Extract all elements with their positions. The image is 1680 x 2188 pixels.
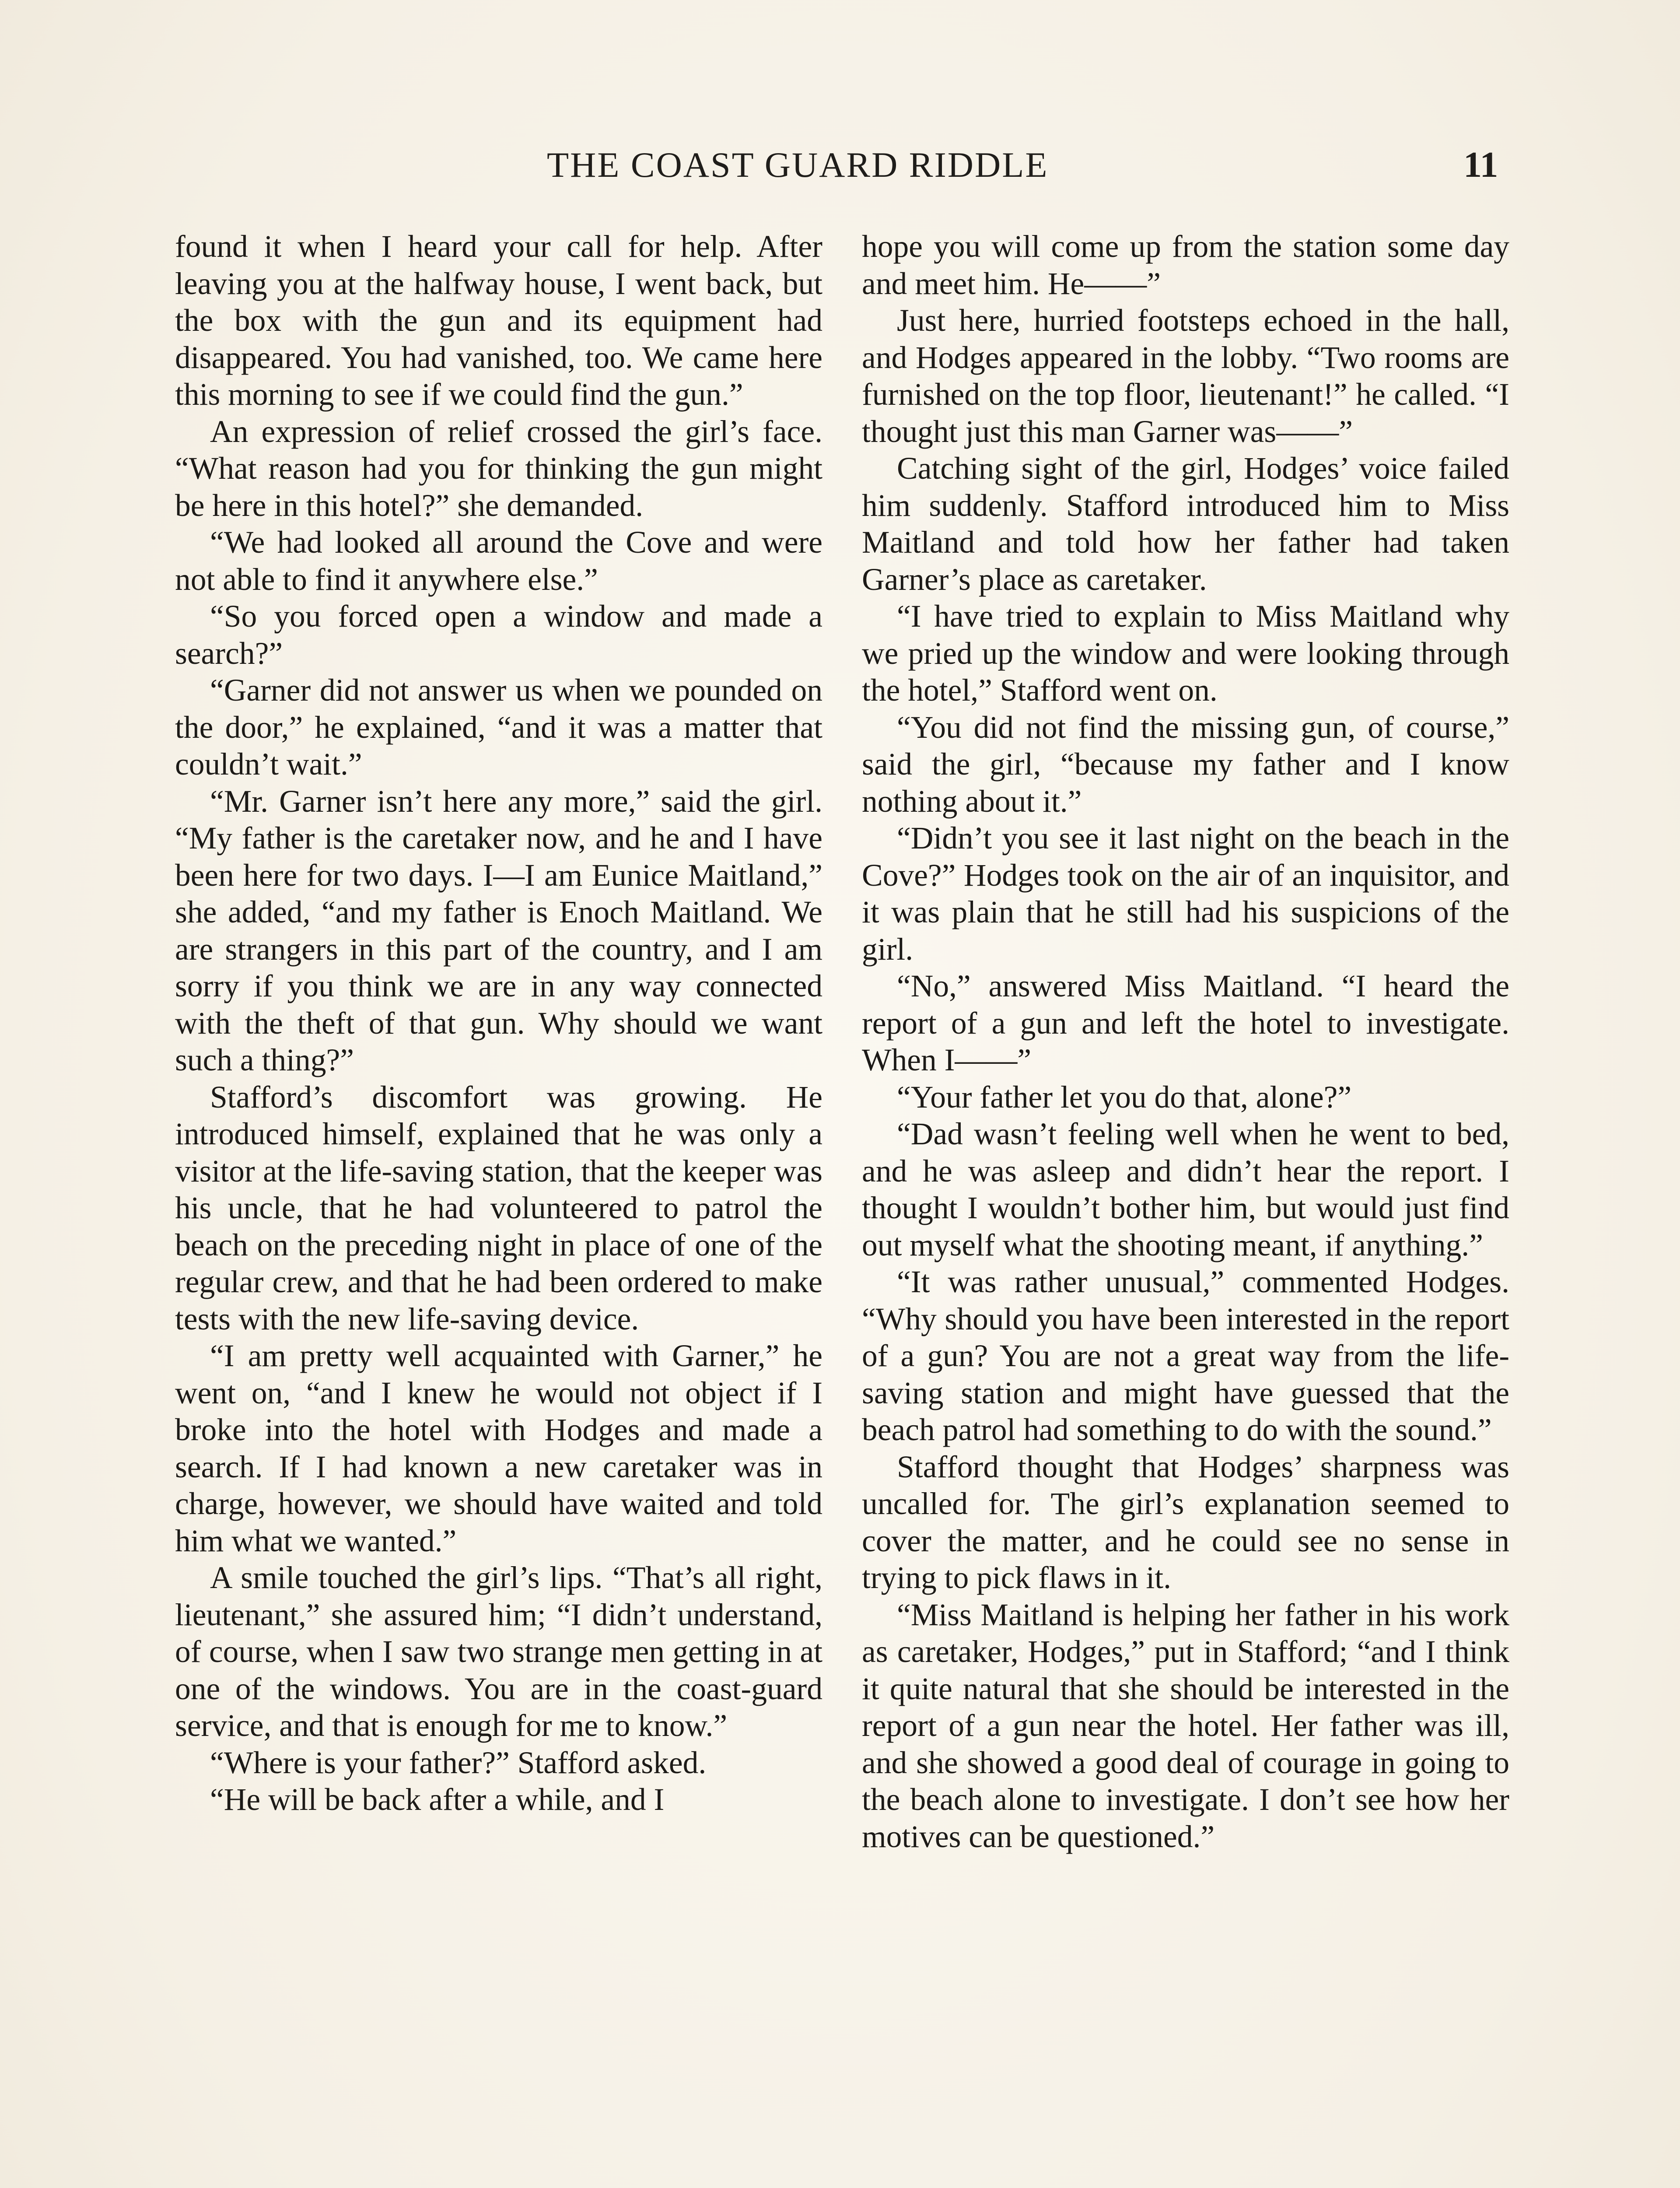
paragraph: found it when I heard your call for help. After leaving you at the halfway house, I went back, but the box with the gun and its equipment had disappeared. You had vanished, too. We came here this morning to see if we could find the gun.” — [175, 229, 822, 412]
paragraph: Catching sight of the girl, Hodges’ voice failed him suddenly. Stafford introduced him to Miss Maitland and told how her father had taken Garner’s place as caretaker. — [862, 451, 1509, 597]
paragraph: “We had looked all around the Cove and were not able to find it anywhere else.” — [175, 525, 822, 597]
paragraph: “No,” answered Miss Maitland. “I heard the report of a gun and left the hotel to investigate. When I——” — [862, 969, 1509, 1077]
paragraph: An expression of relief crossed the girl’s face. “What reason had you for thinking the gun might be here in this hotel?” she demanded. — [175, 414, 822, 523]
right-text-column — [862, 228, 1509, 1855]
paragraph: “Miss Maitland is helping her father in his work as caretaker, Hodges,” put in Stafford; “and I think it quite natural that she should be interested in the report of a gun near the hotel. Her father was ill, and she showed a good deal of courage in going to the beach alone to investigate. I don’t see how her motives can be questioned.” — [862, 1597, 1509, 1854]
paragraph: “Your father let you do that, alone?” — [897, 1080, 1352, 1115]
paragraph: “So you forced open a window and made a search?” — [175, 599, 822, 671]
paragraph: “I have tried to explain to Miss Maitland why we pried up the window and were looking through the hotel,” Stafford went on. — [862, 599, 1509, 708]
paragraph: “Didn’t you see it last night on the beach in the Cove?” Hodges took on the air of an inquisitor, and it was plain that he still had his suspicions of the girl. — [862, 821, 1509, 967]
paragraph: Stafford thought that Hodges’ sharpness was uncalled for. The girl’s explanation seemed to cover the matter, and he could see no sense in trying to pick flaws in it. — [862, 1449, 1509, 1595]
paragraph: “Where is your father?” Stafford asked. — [210, 1745, 707, 1780]
paragraph: Just here, hurried footsteps echoed in the hall, and Hodges appeared in the lobby. “Two rooms are furnished on the top floor, lieutenant!” he called. “I thought just this man Garner was——” — [862, 303, 1509, 449]
paragraph: “Garner did not answer us when we pounded on the door,” he explained, “and it was a matter that couldn’t wait.” — [175, 673, 822, 782]
paragraph: hope you will come up from the station some day and meet him. He——” — [862, 229, 1509, 301]
page-number: 11 — [1463, 144, 1498, 185]
paragraph: “It was rather unusual,” commented Hodges. “Why should you have been interested in the report of a gun? You are not a great way from the life-saving station and might have guessed that the beach patrol had something to do with the sound.” — [862, 1265, 1509, 1447]
paragraph: “You did not find the missing gun, of course,” said the girl, “because my father and I know nothing about it.” — [862, 710, 1509, 819]
paragraph: “I am pretty well acquainted with Garner,” he went on, “and I knew he would not object if I broke into the hotel with Hodges and made a search. If I had known a new caretaker was in charge, however, we should have waited and told him what we wanted.” — [175, 1339, 822, 1558]
paragraph: A smile touched the girl’s lips. “That’s all right, lieutenant,” she assured him; “I didn’t understand, of course, when I saw two strange men getting in at one of the windows. You are in the coast-guard service, and that is enough for me to know.” — [175, 1560, 822, 1743]
paragraph: “He will be back after a while, and I — [210, 1782, 665, 1817]
paragraph: “Mr. Garner isn’t here any more,” said the girl. “My father is the caretaker now, and he and I have been here for two days. I—I am Eunice Maitland,” she added, “and my father is Enoch Maitland. We are strangers in this part of the country, and I am sorry if you think we are in any way connected with the theft of that gun. Why should we want such a thing?” — [175, 784, 822, 1077]
paragraph: “Dad wasn’t feeling well when he went to bed, and he was asleep and didn’t hear the report. I thought I wouldn’t bother him, but would just find out myself what the shooting meant, if anything.” — [862, 1117, 1509, 1262]
running-title: THE COAST GUARD RIDDLE — [547, 145, 1049, 185]
paragraph: Stafford’s discomfort was growing. He introduced himself, explained that he was only a visitor at the life-saving station, that the keeper was his uncle, that he had volunteered to patrol the beach on the preceding night in place of one of the regular crew, and that he had been ordered to make tests with the new life-saving device. — [175, 1080, 822, 1336]
left-text-column — [175, 228, 822, 1819]
